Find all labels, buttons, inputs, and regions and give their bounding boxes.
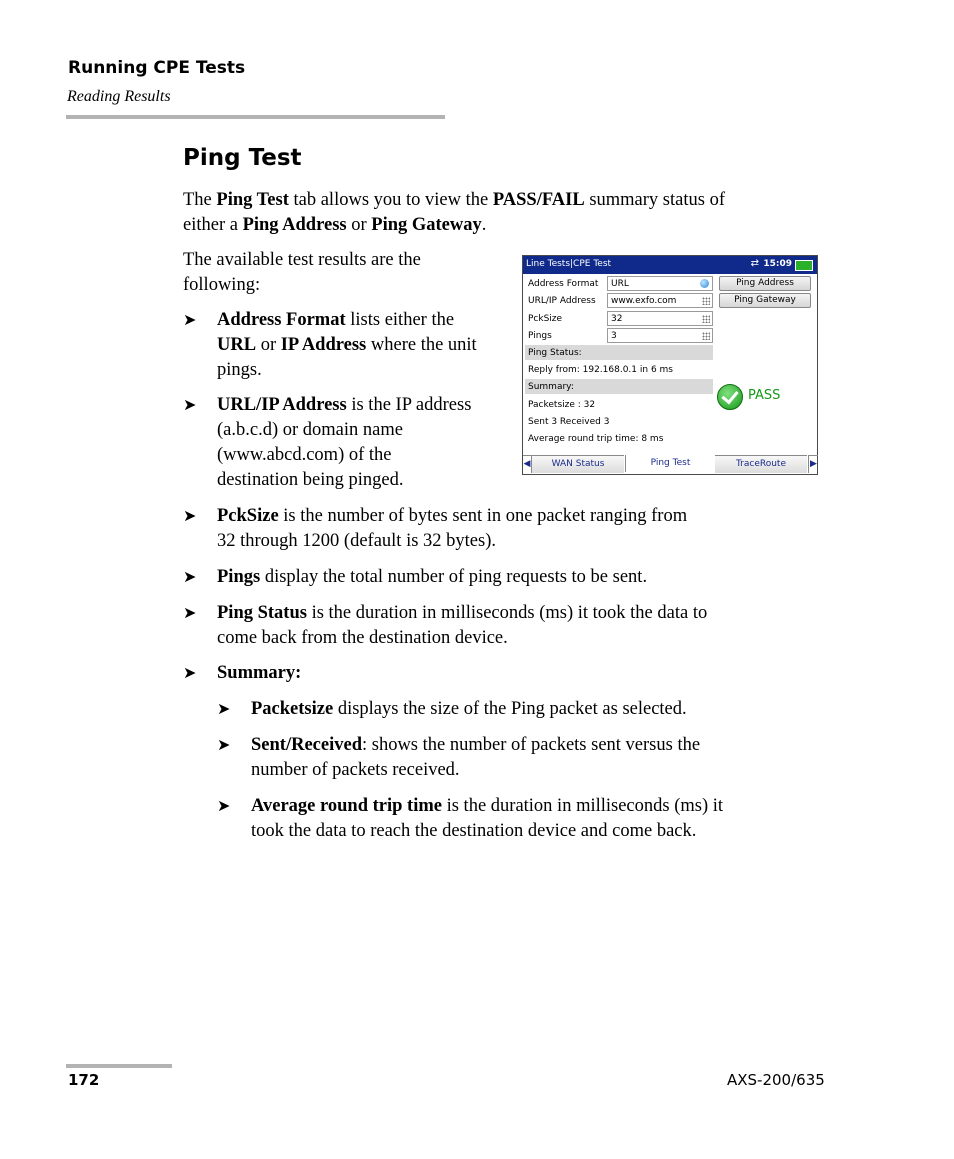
- intro-term-ping-test: Ping Test: [216, 190, 289, 210]
- intro-text: The: [183, 190, 212, 210]
- battery-icon: [795, 260, 813, 271]
- subbullet-average-round-trip-time: [217, 794, 817, 844]
- keypad-icon: [702, 297, 710, 305]
- bullet-text: destination being pinged.: [217, 470, 404, 490]
- intro-term-pass: PASS: [492, 190, 537, 210]
- term-pcksize: PckSize: [217, 506, 279, 526]
- label-pings: Pings: [528, 331, 552, 341]
- ping-status-label: Ping Status:: [528, 348, 582, 358]
- pings-value: 3: [611, 331, 617, 341]
- bullet-text: displays the size of the Ping packet as selected.: [333, 699, 687, 719]
- device-clock: 15:09: [763, 259, 792, 269]
- pass-check-icon: [717, 384, 743, 410]
- footer-rule: [66, 1064, 172, 1068]
- bullet-arrow-icon: ➤: [183, 665, 197, 682]
- term-url: URL: [217, 335, 257, 355]
- term-received: Received: [291, 735, 362, 755]
- address-format-select[interactable]: [607, 276, 713, 291]
- term-url-ip-address: URL/IP Address: [217, 395, 347, 415]
- bullet-arrow-icon: ➤: [183, 397, 197, 414]
- bullet-text: is the duration in milliseconds (ms) it: [441, 796, 724, 816]
- summary-sent-received: Sent 3 Received 3: [528, 417, 610, 427]
- bullet-text: number of packets received.: [251, 760, 460, 780]
- running-header-subtitle: Reading Results: [67, 88, 171, 105]
- intro-slash: /: [536, 190, 542, 210]
- bullet-text: where the unit: [366, 335, 477, 355]
- summary-packetsize: Packetsize : 32: [528, 400, 596, 410]
- summary-label: Summary:: [528, 382, 574, 392]
- tab-ping-test[interactable]: Ping Test: [625, 455, 716, 472]
- bullet-ping-status: [183, 601, 823, 651]
- pass-status: PASS: [748, 388, 781, 403]
- label-url-ip-address: URL/IP Address: [528, 296, 596, 306]
- intro-text: summary status of: [589, 190, 725, 210]
- intro-text: tab allows you to view the: [293, 190, 489, 210]
- bullet-arrow-icon: ➤: [183, 312, 197, 329]
- device-title: Line Tests|CPE Test: [526, 259, 612, 269]
- term-sent: Sent: [251, 735, 286, 755]
- header-rule: [66, 115, 445, 119]
- pcksize-value: 32: [611, 314, 623, 324]
- bullet-text: display the total number of ping requests to be sent.: [260, 567, 648, 587]
- bullet-text: come back from the destination device.: [217, 628, 508, 648]
- subbullet-sent-received: [217, 733, 817, 783]
- term-packetsize: Packetsize: [251, 699, 334, 719]
- keypad-icon: [702, 332, 710, 340]
- bullet-arrow-icon: ➤: [217, 798, 231, 815]
- pings-input[interactable]: [607, 328, 713, 343]
- tab-traceroute[interactable]: TraceRoute: [715, 455, 807, 473]
- bullet-arrow-icon: ➤: [183, 508, 197, 525]
- url-ip-address-input[interactable]: [607, 293, 713, 308]
- tab-wan-status[interactable]: WAN Status: [532, 455, 624, 473]
- intro-period: .: [481, 215, 487, 235]
- connection-arrows-icon: ⇄: [750, 258, 759, 269]
- bullet-text: is the number of bytes sent in one packet ranging from: [278, 506, 688, 526]
- label-address-format: Address Format: [528, 279, 599, 289]
- ping-gateway-button[interactable]: Ping Gateway: [719, 293, 811, 308]
- bullet-text: (a.b.c.d) or domain name: [217, 420, 403, 440]
- url-ip-address-value: www.exfo.com: [611, 296, 677, 306]
- available-results-paragraph: [183, 248, 503, 298]
- bullet-pings: [183, 565, 823, 590]
- intro-term-ping-address: Ping Address: [242, 215, 347, 235]
- page-number: 172: [68, 1071, 100, 1089]
- term-average-round-trip-time: Average round trip time: [251, 796, 442, 816]
- bullet-text: pings.: [217, 360, 262, 380]
- tab-scroll-right-icon[interactable]: ▶: [808, 455, 818, 473]
- label-pcksize: PckSize: [528, 314, 563, 324]
- bullet-arrow-icon: ➤: [217, 701, 231, 718]
- reply-from-text: Reply from: 192.168.0.1 in 6 ms: [528, 365, 673, 375]
- intro-term-ping-gateway: Ping Gateway: [371, 215, 482, 235]
- intro-text: or: [351, 215, 367, 235]
- device-titlebar: [523, 256, 817, 274]
- bullet-text: : shows the number of packets sent versus the: [361, 735, 701, 755]
- running-header-title: Running CPE Tests: [68, 58, 246, 78]
- bullet-text: is the IP address: [346, 395, 472, 415]
- term-ip-address: IP Address: [280, 335, 367, 355]
- bullet-address-format: [183, 308, 513, 383]
- bullet-arrow-icon: ➤: [183, 569, 197, 586]
- available-line: following:: [183, 275, 261, 295]
- term-address-format: Address Format: [217, 310, 346, 330]
- dropdown-circle-icon: [700, 279, 709, 288]
- address-format-value: URL: [611, 279, 629, 289]
- bullet-text: (www.abcd.com) of the: [217, 445, 392, 465]
- section-title: Ping Test: [183, 145, 302, 171]
- intro-term-fail: FAIL: [541, 190, 585, 210]
- cpe-test-screenshot: [522, 255, 818, 475]
- term-ping-status: Ping Status: [217, 603, 307, 623]
- bullet-arrow-icon: ➤: [217, 737, 231, 754]
- bullet-text: 32 through 1200 (default is 32 bytes).: [217, 531, 496, 551]
- term-pings: Pings: [217, 567, 261, 587]
- term-summary: Summary:: [217, 663, 302, 683]
- tab-scroll-left-icon[interactable]: ◀: [523, 455, 532, 473]
- bullet-text: lists either the: [345, 310, 455, 330]
- intro-text: either a: [183, 215, 238, 235]
- intro-paragraph: [183, 188, 803, 238]
- available-line: The available test results are the: [183, 250, 421, 270]
- bullet-text: or: [256, 335, 281, 355]
- bullet-text: took the data to reach the destination device and come back.: [251, 821, 697, 841]
- subbullet-packetsize: [217, 697, 817, 722]
- bullet-pcksize: [183, 504, 823, 554]
- bullet-arrow-icon: ➤: [183, 605, 197, 622]
- document-code: AXS-200/635: [727, 1071, 825, 1089]
- summary-avg-rtt: Average round trip time: 8 ms: [528, 434, 664, 444]
- bullet-summary: [183, 661, 823, 686]
- ping-address-button[interactable]: Ping Address: [719, 276, 811, 291]
- bullet-url-ip-address: [183, 393, 513, 493]
- pcksize-input[interactable]: [607, 311, 713, 326]
- term-slash: /: [285, 735, 292, 755]
- keypad-icon: [702, 315, 710, 323]
- bullet-text: is the duration in milliseconds (ms) it took the data to: [306, 603, 708, 623]
